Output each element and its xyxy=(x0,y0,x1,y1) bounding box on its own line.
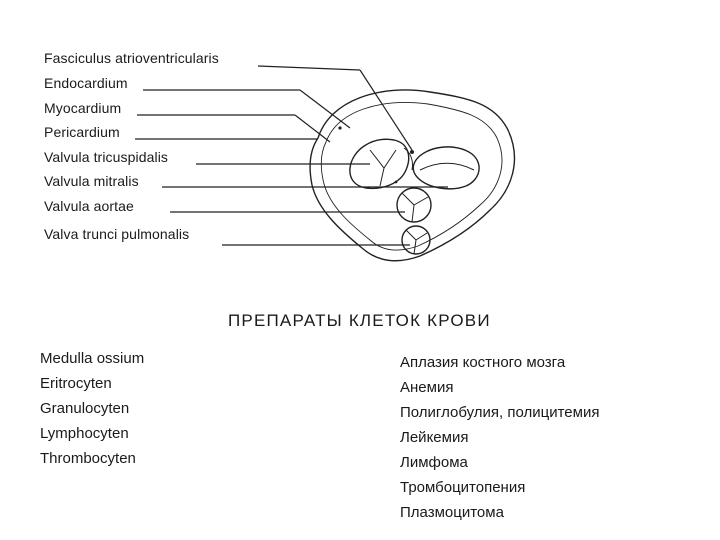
list-item: Granulocyten xyxy=(40,400,130,417)
label-valvula-tricuspidalis: Valvula tricuspidalis xyxy=(44,149,169,165)
heart-outline xyxy=(310,90,514,261)
label-valva-trunci-pulmonalis: Valva trunci pulmonalis xyxy=(44,226,190,242)
list-item: Thrombocyten xyxy=(40,450,136,467)
list-item: Лимфома xyxy=(400,454,468,471)
list-item: Medulla ossium xyxy=(40,350,145,367)
label-pericardium: Pericardium xyxy=(44,124,120,140)
left-list xyxy=(40,350,144,468)
list-item: Плазмоцитома xyxy=(400,504,504,521)
section-title: ПРЕПАРАТЫ КЛЕТОК КРОВИ xyxy=(228,311,491,330)
list-item: Анемия xyxy=(400,379,454,396)
label-endocardium: Endocardium xyxy=(44,75,128,91)
list-item: Eritrocyten xyxy=(40,375,112,392)
myocardium-line xyxy=(321,103,502,251)
list-item: Lymphocyten xyxy=(40,425,129,442)
label-fasciculus: Fasciculus atrioventricularis xyxy=(44,50,219,66)
list-item: Полиглобулия, полицитемия xyxy=(400,404,600,421)
label-myocardium: Myocardium xyxy=(44,100,122,116)
right-list xyxy=(400,354,599,522)
leader-lines xyxy=(135,66,448,245)
label-valvula-mitralis: Valvula mitralis xyxy=(44,173,139,189)
label-valvula-aortae: Valvula aortae xyxy=(44,198,134,214)
list-item: Аплазия костного мозга xyxy=(400,354,566,371)
leader-fasciculus xyxy=(258,66,360,70)
list-item: Тромбоцитопения xyxy=(400,479,526,496)
list-item: Лейкемия xyxy=(400,429,469,446)
